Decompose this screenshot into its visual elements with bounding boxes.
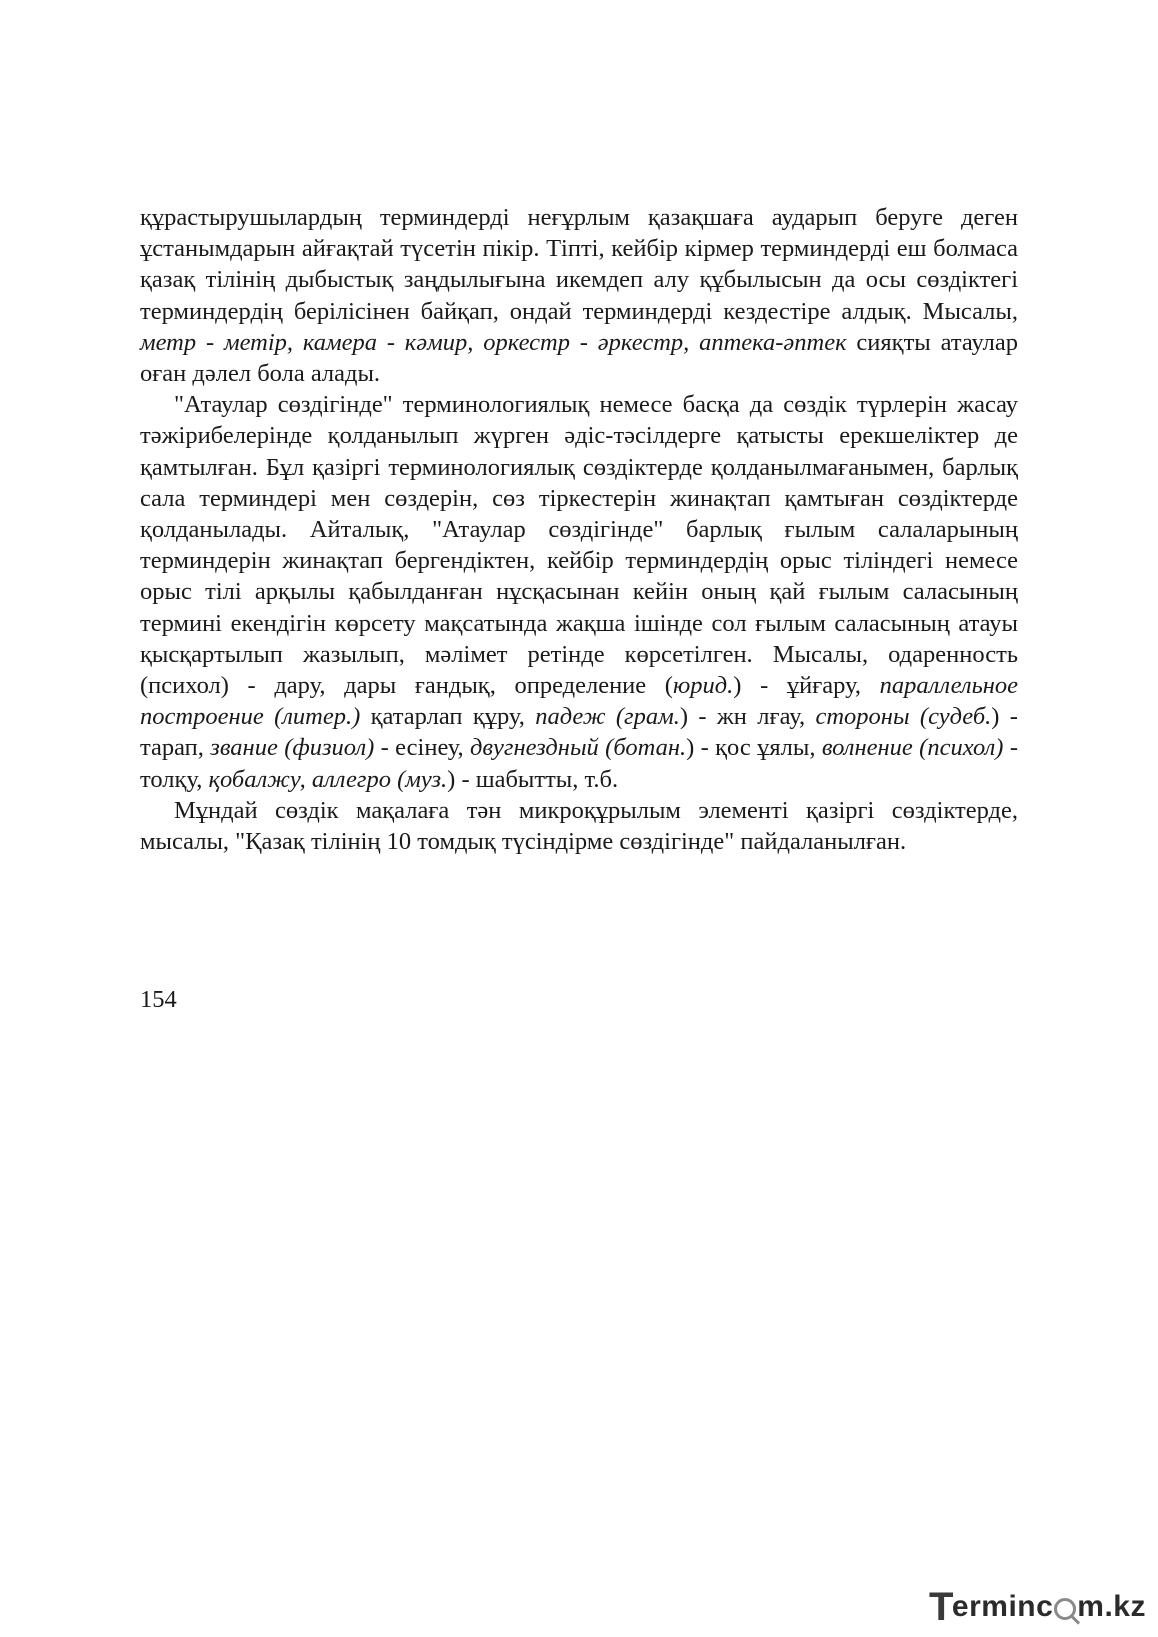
italic-term: звание (физиол) [210, 734, 375, 762]
paragraph-text: ) - тарап, [140, 703, 1018, 762]
italic-term: юрид. [672, 672, 734, 700]
paragraph-text: - толқу, [140, 734, 1018, 793]
italic-term: двугнездный (ботан. [470, 734, 687, 762]
document-body [140, 202, 1018, 857]
paragraph-text: ) - ұйғару, [733, 672, 880, 700]
paragraph-text: ) - қос ұялы, [686, 734, 822, 762]
paragraph-3: Мұндай сөздік мақалаға тән микроқұрылым элементі қазіргі сөздіктерде, мысалы, "Қазақ тілінің 10 томдық түсіндірме сөздігінде" пайдаланылған. [140, 796, 1018, 856]
magnifier-icon [1054, 1598, 1076, 1620]
paragraph-1 [140, 202, 1018, 389]
watermark-text-2: m.kz [1077, 1590, 1146, 1623]
paragraph-text: сияқты атаулар оған дәлел бола алады. [140, 328, 1018, 388]
paragraph-text: ) - шабытты, т.б. [447, 765, 619, 793]
paragraph-text: "Атаулар сөздігінде" терминологиялық немесе басқа да сөздік түрлерін жасау тәжірибелерінде қолданылып жүрген әдіс-тәсілдерге қатысты ерекшеліктер де қамтылған. Бұл қазіргі терминологиялық сөздіктерде қолданылмағанымен, барлық сала терминдері мен сөздерін, сөз тіркестерін жинақтап қамтыған сөздіктерде қолданылады. Айталық, "Атаулар сөздігінде" барлық ғылым салаларының терминдерін жинақтап бергендіктен, кейбір терминдердің орыс тіліндегі немесе орыс тілі арқылы қабылданған нұсқасынан кейін оның қай ғылым саласының термині екендігін көрсету мақсатында жақша ішінде сол ғылым саласының атауы қысқартылып жазылып, мәлімет ретінде көрсетілген. Мысалы, одаренность (психол) - дару, дары ғандық, определение ( [140, 391, 1018, 700]
italic-term: қобалжу, аллегро (муз. [208, 765, 448, 793]
paragraph-text: қатарлап құру, [360, 703, 536, 731]
italic-term: параллельное построение (литер.) [140, 672, 1018, 731]
paragraph-text: - есінеу, [374, 734, 471, 762]
italic-term: волнение (психол) [821, 734, 1004, 762]
watermark-initial: T [928, 1584, 954, 1629]
italic-term: стороны (судеб. [815, 703, 992, 731]
paragraph-2 [140, 389, 1018, 795]
paragraph-text: құрастырушылардың терминдерді неғұрлым қазақшаға аударып беруге деген ұстанымдарын айғақтай түсетін пікір. Тіпті, кейбір кірмер терминдерді еш болмаса қазақ тілінің дыбыстық заңдылығына икемдеп алу құбылысын да осы сөздіктегі терминдердің берілісінен байқап, ондай терминдерді кездестіре алдық. Мысалы, [140, 204, 1018, 325]
italic-term: падеж (грам. [535, 703, 680, 731]
watermark-text-1: erminc [951, 1590, 1054, 1623]
italic-examples: метр - метір, камера - кәмир, оркестр - әркестр, аптека-әптек [140, 328, 847, 356]
page-number: 154 [140, 986, 177, 1013]
paragraph-text: ) - жн лғау, [679, 703, 816, 731]
site-watermark [929, 1585, 1146, 1629]
